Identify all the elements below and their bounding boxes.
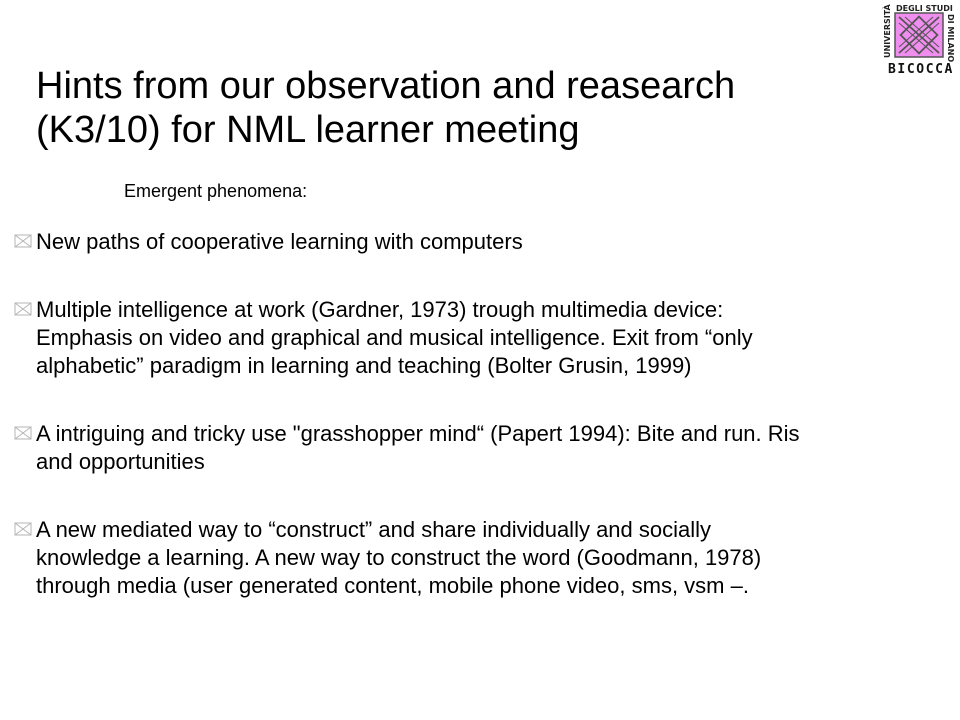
x-box-icon: [14, 426, 32, 440]
bullet-text-line: through media (user generated content, mobile phone video, sms, vsm –.: [36, 573, 749, 598]
x-box-icon: [14, 522, 32, 536]
bullet-text-line: New paths of cooperative learning with computers: [36, 229, 523, 254]
subtitle: Emergent phenomena:: [124, 181, 308, 201]
bullet-item: [14, 296, 960, 380]
slide-title: [36, 64, 896, 153]
bullet-text-line: and opportunities: [36, 449, 205, 474]
title-line-2: (K3/10) for NML learner meeting: [36, 109, 580, 152]
bullet-item: [14, 516, 960, 600]
bullet-item: [14, 420, 960, 476]
x-box-icon: [14, 302, 32, 316]
bullet-text-line: A intriguing and tricky use "grasshopper mind“ (Papert 1994): Bite and run. Ris: [36, 421, 800, 446]
logo-top-text: DEGLI STUDI: [896, 4, 953, 13]
bullet-text-line: knowledge a learning. A new way to construct the word (Goodmann, 1978): [36, 545, 762, 570]
logo-bottom-text: BICOCCA: [888, 62, 954, 77]
bullet-text-line: alphabetic” paradigm in learning and teaching (Bolter Grusin, 1999): [36, 353, 692, 378]
bullet-list: [14, 228, 960, 600]
title-line-1: Hints from our observation and reasearch: [36, 65, 736, 107]
university-logo: [882, 2, 956, 78]
bullet-text-line: Multiple intelligence at work (Gardner, 1973) trough multimedia device:: [36, 297, 724, 322]
bullet-text-line: A new mediated way to “construct” and share individually and socially: [36, 517, 712, 542]
bullet-text-line: Emphasis on video and graphical and musical intelligence. Exit from “only: [36, 325, 753, 350]
logo-right-text: DI MILANO: [946, 14, 955, 63]
x-box-icon: [14, 234, 32, 248]
logo-left-text: UNIVERSITÀ: [883, 4, 892, 58]
bullet-item: [14, 228, 960, 256]
university-seal-icon: [882, 2, 956, 78]
